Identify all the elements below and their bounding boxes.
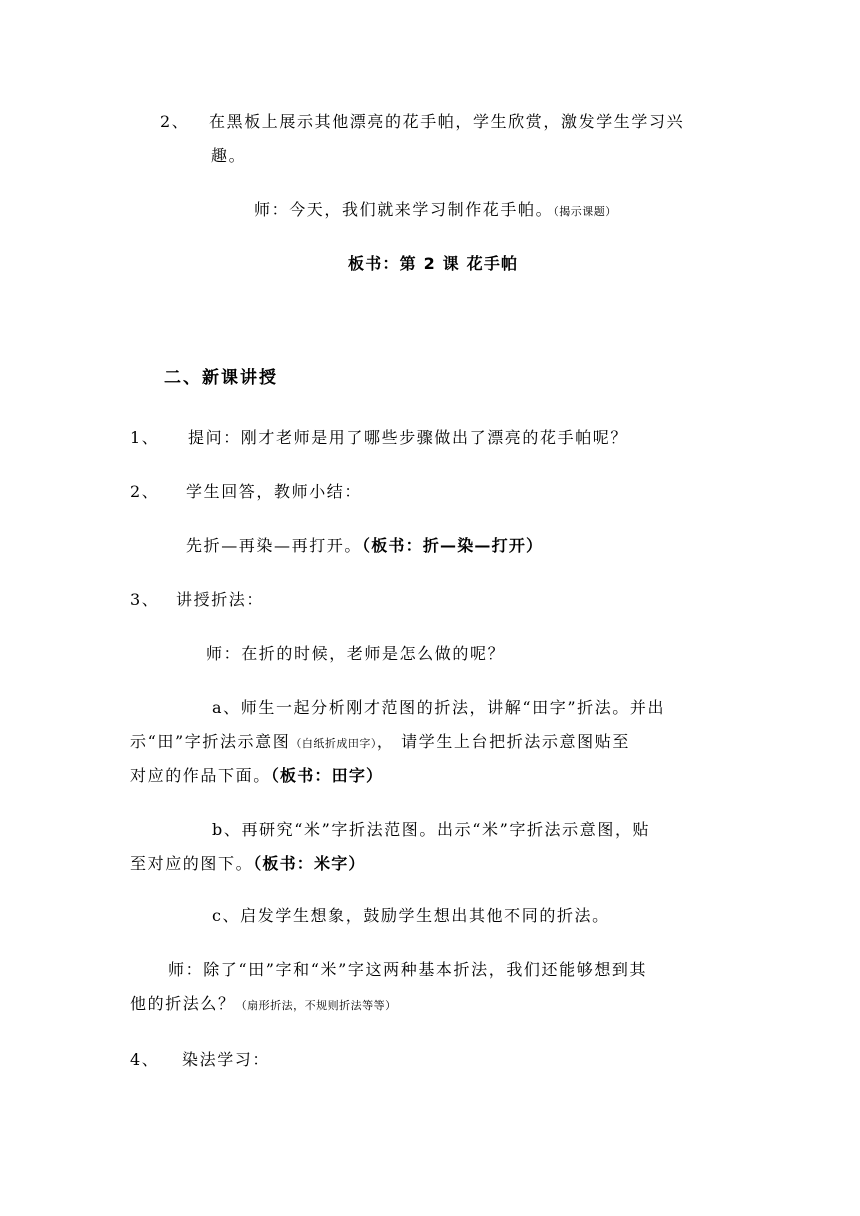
paragraph-text: b、再研究“米”字折法范图。出示“米”字折法示意图，贴 — [212, 820, 651, 839]
paragraph-line — [130, 766, 383, 786]
paragraph-line — [130, 732, 630, 754]
paragraph-text: 讲授折法： — [176, 590, 265, 609]
item-number: 2、 — [130, 482, 160, 501]
paragraph-text: 在黑板上展示其他漂亮的花手帕，学生欣赏，激发学生学习兴 — [209, 112, 685, 131]
paragraph-text: c、启发学生想象，鼓励学生想出其他不同的折法。 — [212, 906, 610, 925]
teacher-speech: 师：除了“田”字和“米”字这两种基本折法，我们还能够想到其 — [168, 960, 648, 979]
paragraph-text: 趣。 — [211, 146, 247, 165]
teacher-line — [254, 200, 617, 222]
teacher-speech: 师：今天，我们就来学习制作花手帕。 — [254, 200, 554, 219]
paragraph-text: a、师生一起分析刚才范图的折法，讲解“田字”折法。并出 — [212, 698, 666, 717]
teacher-line — [130, 994, 397, 1016]
item-number: 3、 — [130, 590, 160, 609]
paragraph-text: 学生回答，教师小结： — [186, 482, 363, 501]
teacher-note: （揭示课题） — [553, 205, 617, 218]
paragraph-text: 染法学习： — [182, 1050, 271, 1069]
item-number: 2、 — [160, 112, 190, 131]
paragraph-text: 示“田”字折法示意图 — [130, 732, 291, 751]
board-title: 板书：第 2 课 花手帕 — [348, 254, 519, 273]
paragraph-line — [130, 854, 366, 874]
paragraph-text: 提问：刚才老师是用了哪些步骤做出了漂亮的花手帕呢？ — [188, 428, 629, 447]
board-note: （板书：米字） — [253, 854, 366, 873]
steps-line — [186, 536, 543, 556]
board-note: （板书：田字） — [270, 766, 384, 785]
teacher-speech: 他的折法么？ — [130, 994, 236, 1013]
steps-text: 先折—再染—再打开。 — [186, 536, 363, 555]
paragraph-text: 至对应的图下。 — [130, 854, 254, 873]
board-note: （板书：折—染—打开） — [362, 536, 544, 555]
item-number: 1、 — [130, 428, 160, 447]
paragraph-text: ， 请学生上台把折法示意图贴至 — [376, 732, 630, 751]
teacher-note: （扇形折法，不规则折法等等） — [235, 999, 397, 1012]
paragraph-text: 对应的作品下面。 — [130, 766, 271, 785]
item-number: 4、 — [130, 1050, 160, 1069]
section-heading: 二、新课讲授 — [164, 368, 278, 388]
inline-note: （白纸折成田字） — [290, 737, 377, 750]
teacher-speech: 师：在折的时候，老师是怎么做的呢？ — [206, 644, 506, 663]
